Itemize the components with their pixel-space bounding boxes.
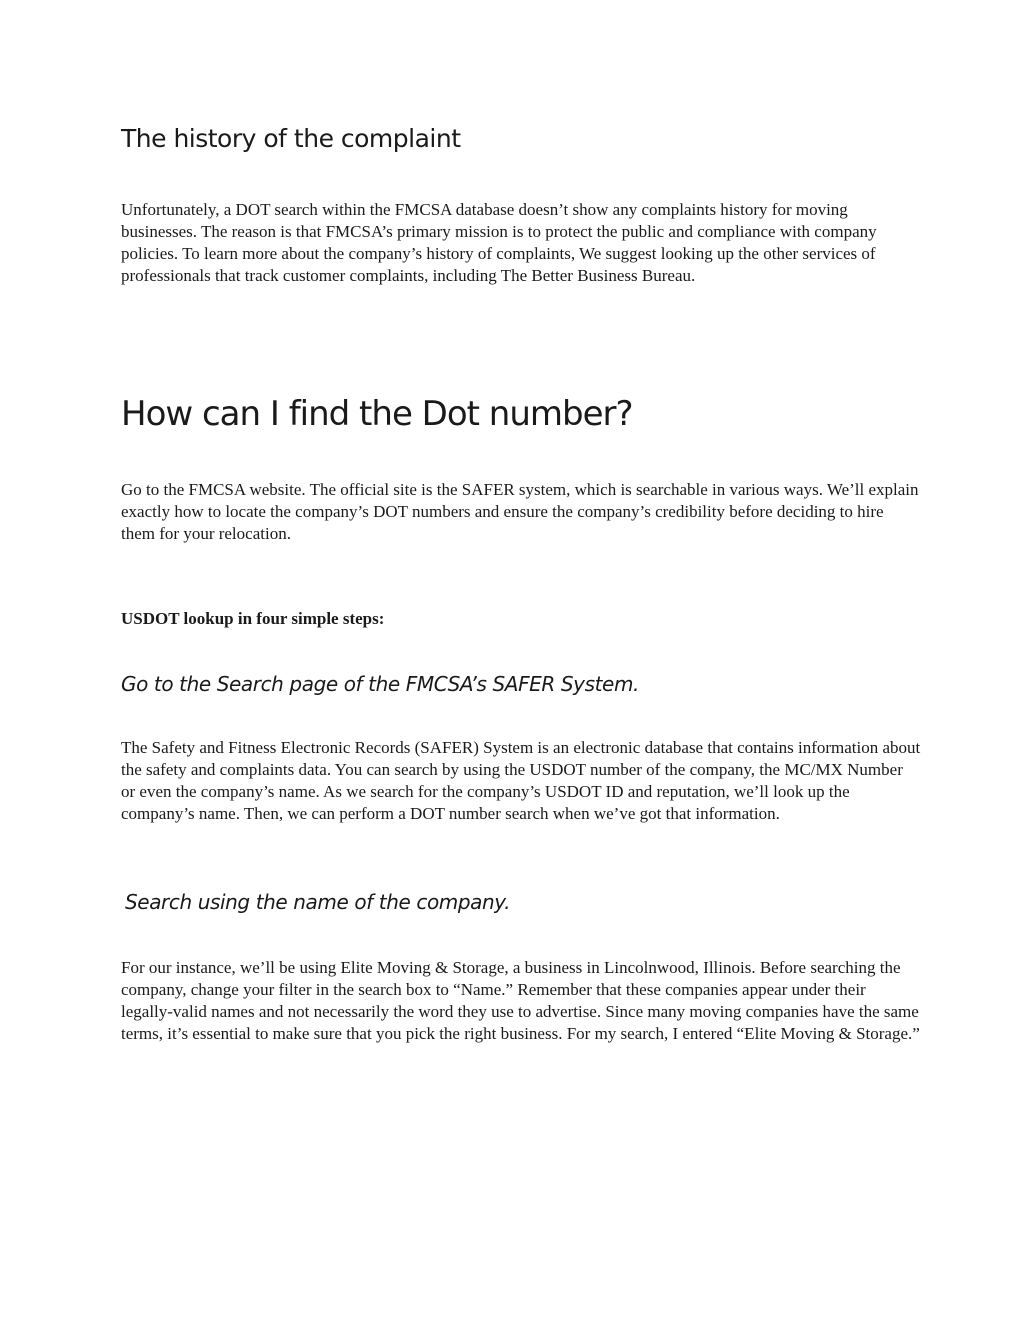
heading-history-of-complaint: The history of the complaint — [121, 124, 461, 153]
paragraph-history-of-complaint: Unfortunately, a DOT search within the FMCSA database doesn’t show any complaints history for moving businesses. The reason is that FMCSA’s primary mission is to protect the public and compliance with company policies. To learn more about the company’s history of complaints, We suggest looking up the other services of professionals that track customer complaints, including The Better Business Bureau. — [121, 200, 877, 285]
heading-step-search-page: Go to the Search page of the FMCSA’s SAFER System. — [121, 672, 639, 696]
steps-label: USDOT lookup in four simple steps: — [121, 609, 385, 628]
paragraph-step-search-by-name: For our instance, we’ll be using Elite Moving & Storage, a business in Lincolnwood, Illinois. Before searching the company, change your filter in the search box to “Name.” Remember that these companies appear under their legally-valid names and not necessarily the word they use to advertise. Since many moving companies have the same terms, it’s essential to make sure that you pick the right business. For my search, I entered “Elite Moving & Storage.” — [121, 958, 920, 1043]
heading-step-search-by-name: Search using the name of the company. — [125, 890, 511, 914]
paragraph-step-search-page: The Safety and Fitness Electronic Records (SAFER) System is an electronic database that contains information about the safety and complaints data. You can search by using the USDOT number of the company, the MC/MX Number or even the company’s name. As we search for the company’s USDOT ID and reputation, we’ll look up the company’s name. Then, we can perform a DOT number search when we’ve got that information. — [121, 738, 921, 823]
paragraph-find-dot-number: Go to the FMCSA website. The official site is the SAFER system, which is searchable in various ways. We’ll explain exactly how to locate the company’s DOT numbers and ensure the company’s credibility before deciding to hire them for your relocation. — [121, 480, 919, 543]
heading-find-dot-number: How can I find the Dot number? — [121, 394, 633, 434]
